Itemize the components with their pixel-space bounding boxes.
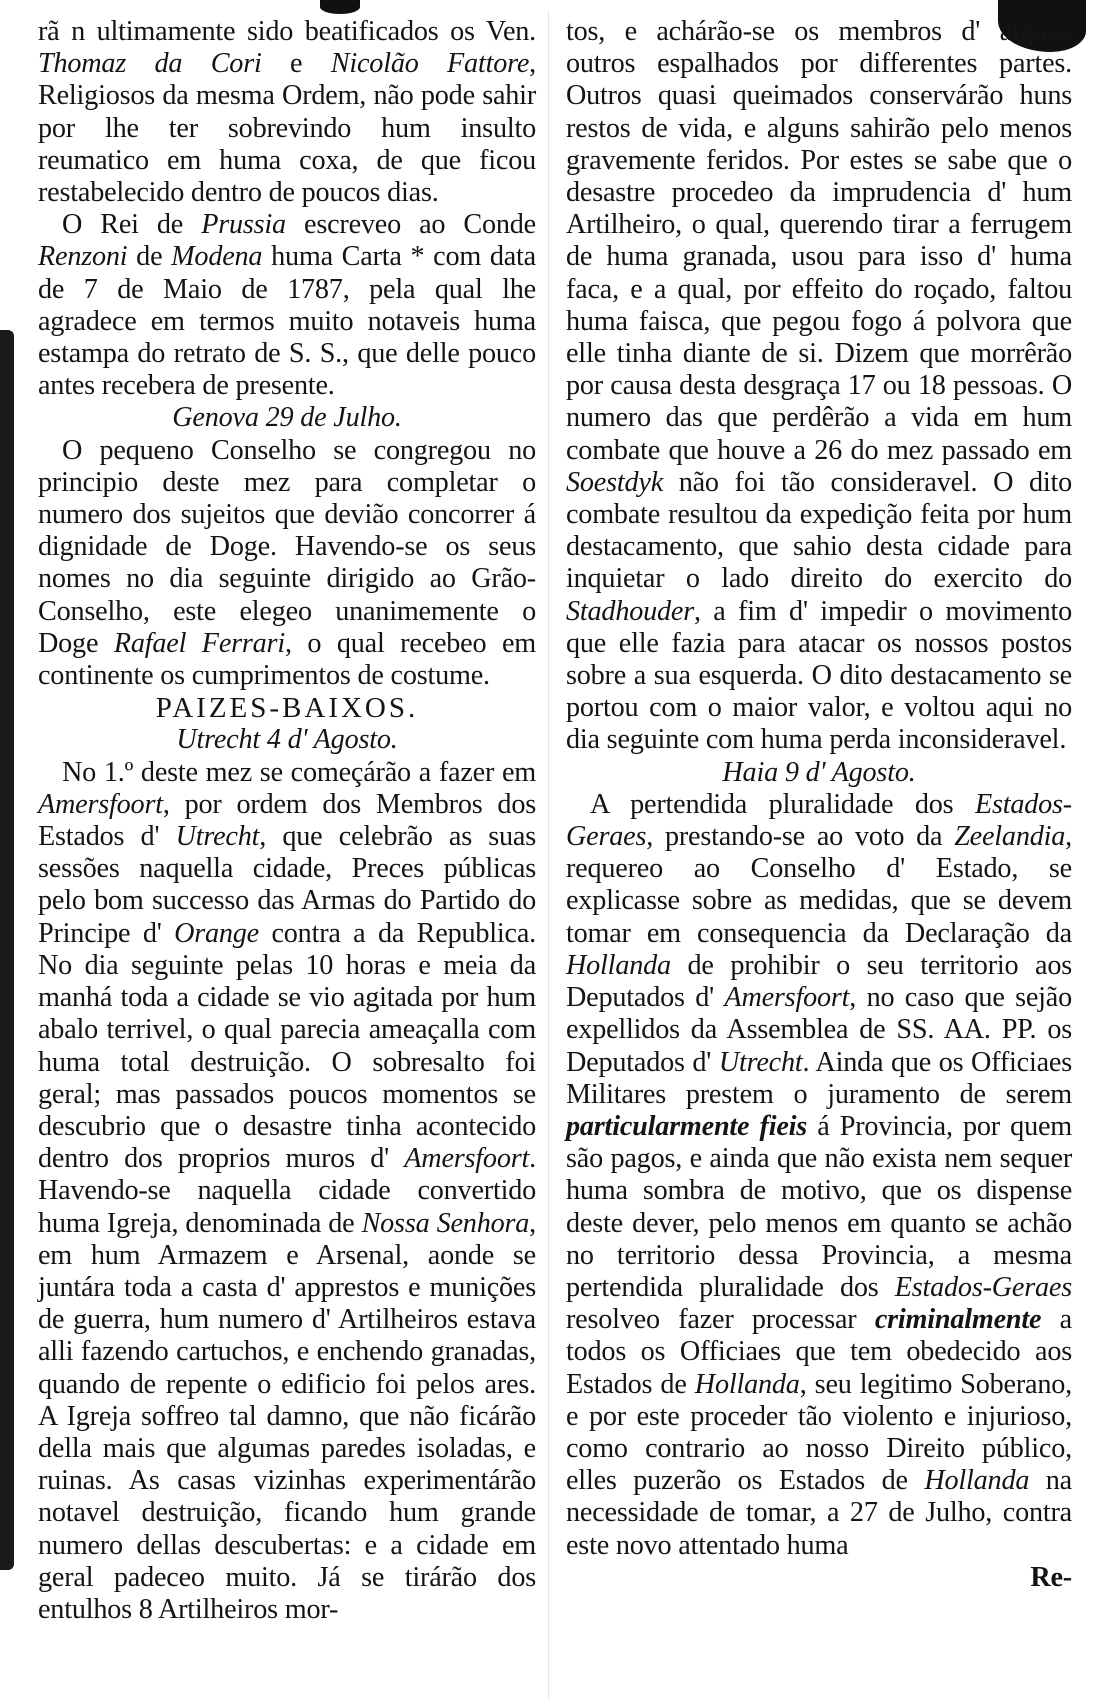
text-run: , em hum Armazem e Arsenal, aonde se juntára toda a casta d' apprestos e munições de guerra, hum numero d' Artilheiros estava alli fazendo cartuchos, e enchendo granadas, quando de repente o edificio foi pelos ares. A Igreja soffreo tal damno, que não ficárão della mais que algumas paredes isoladas, e ruinas. As casas vizinhas experimentárão notavel destruição, ficando hum grande numero dellas descubertas: e a cidade em geral padeceo muito. Já se tirárão dos entulhos 8 Artilheiros mor- bbox=[38, 1207, 536, 1625]
section-heading: PAIZES-BAIXOS. bbox=[155, 692, 419, 725]
italic-name: Amersfoort bbox=[404, 1143, 530, 1175]
text-run: , a fim d' impedir o movimento que elle fazia para atacar os nossos postos sobre a sua esquerda. O dito destacamento se portou com o maior valor, e voltou aqui no dia seguinte com huma perda inconsideravel. bbox=[566, 595, 1072, 756]
text-run: huma Carta * com data de 7 de Maio de 1787, pela qual lhe agradece em termos muito notaveis huma estampa do retrato de S. S., que delle pouco antes recebera de presente. bbox=[38, 241, 536, 402]
text-run: , no caso que sejão expellidos da Assemblea de SS. AA. PP. os Deputados d' bbox=[566, 982, 1072, 1078]
text-run: rã n ultimamente sido beatificados os Ven. bbox=[38, 16, 536, 47]
left-column bbox=[38, 16, 536, 1626]
text-run: , requereo ao Conselho d' Estado, se explicasse sobre as medidas, que se devem tomar em consequencia da Declaração da bbox=[566, 821, 1072, 949]
italic-name: Estados-Geraes bbox=[566, 788, 1072, 853]
italic-name: Estados-Geraes bbox=[894, 1271, 1072, 1303]
right-column bbox=[566, 16, 1072, 1594]
italic-name: Amersfoort bbox=[724, 982, 850, 1014]
text-run: de prohibir o seu territorio aos Deputados d' bbox=[566, 949, 1072, 1014]
text-run: , que celebrão as suas sessões naquella cidade, Preces públicas pelo bom successo das Armas do Partido do Principe d' bbox=[38, 821, 536, 949]
italic-name: Orange bbox=[174, 917, 259, 949]
italic-name: Nicolão Fattore bbox=[330, 48, 530, 80]
italic-name: Rafael Ferrari bbox=[113, 627, 285, 659]
italic-name: Prussia bbox=[201, 209, 286, 241]
text-run: , por ordem dos Membros dos Estados d' bbox=[38, 788, 536, 853]
italic-name: Renzoni bbox=[38, 241, 128, 273]
ink-blot bbox=[320, 0, 360, 14]
italic-name: Thomaz da Cori bbox=[38, 48, 262, 80]
text-run: , prestando-se ao voto da bbox=[646, 821, 955, 853]
text-run: , Religiosos da mesma Ordem, não pode sahir por lhe ter sobrevindo hum insulto reumatico em huma coxa, de que ficou restabelecido dentro de poucos dias. bbox=[38, 48, 536, 209]
italic-name: Modena bbox=[171, 241, 263, 273]
italic-name: Nossa Senhora bbox=[361, 1207, 530, 1239]
catchword: Re- bbox=[1030, 1561, 1072, 1593]
italic-name: Zeelandia bbox=[954, 821, 1066, 853]
text-run: a todos os Officiaes que tem obedecido aos Estados de bbox=[566, 1304, 1072, 1400]
text-run: na necessidade de tomar, a 27 de Julho, contra este novo attentado huma bbox=[566, 1465, 1072, 1561]
text-run: á Provincia, por quem são pagos, e ainda que não exista nem sequer huma sombra de motivo, que os dispense deste dever, pelo menos em quanto se achão no territorio dessa Provincia, a mesma pertendida pluralidade dos bbox=[566, 1110, 1073, 1303]
text-run: , seu legitimo Soberano, e por este proceder tão violento e injurioso, como contrario ao nosso Direito público, elles puzerão os Estados de bbox=[566, 1368, 1073, 1497]
article-paragraph bbox=[38, 435, 536, 693]
italic-name: Hollanda bbox=[566, 949, 671, 981]
italic-name: Hollanda bbox=[694, 1368, 800, 1400]
emphasis-text: particularmente fieis bbox=[566, 1110, 808, 1142]
article-paragraph bbox=[566, 16, 1072, 757]
text-run: escreveo ao Conde bbox=[285, 209, 536, 241]
dateline: Genova 29 de Julho. bbox=[172, 402, 402, 434]
text-run: resolveo fazer processar bbox=[566, 1304, 875, 1336]
text-run: , o qual recebeo em continente os cumprimentos de costume. bbox=[38, 627, 536, 692]
text-run: . Ainda que os Officiaes Militares prestem o juramento de serem bbox=[566, 1046, 1072, 1110]
article-paragraph bbox=[38, 16, 536, 209]
italic-name: Hollanda bbox=[924, 1465, 1030, 1497]
scan-edge-shadow bbox=[0, 330, 14, 1570]
text-run: contra a da Republica. No dia seguinte pelas 10 horas e meia da manhá toda a cidade se vio agitada por hum abalo terrivel, o qual parecia ameaçalla com huma total destruição. O sobresalto foi geral; mas passados poucos momentos se descubrio que o desastre tinha acontecido dentro dos proprios muros d' bbox=[38, 917, 536, 1175]
italic-name: Stadhouder bbox=[566, 595, 694, 627]
italic-name: Soestdyk bbox=[566, 466, 664, 498]
italic-name: Utrecht bbox=[175, 821, 260, 853]
italic-name: Amersfoort bbox=[38, 788, 163, 820]
italic-name: Utrecht bbox=[718, 1046, 803, 1078]
text-run: e bbox=[261, 48, 331, 80]
article-paragraph bbox=[38, 209, 536, 402]
text-run: No 1.º deste mez se começárão a fazer em bbox=[62, 756, 536, 788]
column-gutter bbox=[548, 10, 549, 1700]
text-run: O pequeno Conselho se congregou no principio deste mez para completar o numero dos sujeitos que devião concorrer á dignidade de Doge. Havendo-se os seus nomes no dia seguinte dirigido ao Grão-Conselho, este elegeo unanimemente o Doge bbox=[38, 434, 536, 659]
text-run: A pertendida pluralidade dos bbox=[590, 788, 975, 820]
article-paragraph bbox=[566, 789, 1072, 1562]
dateline: Utrecht 4 d' Agosto. bbox=[176, 724, 398, 756]
dateline: Haia 9 d' Agosto. bbox=[722, 756, 916, 788]
text-run: de bbox=[127, 241, 172, 273]
emphasis-text: criminalmente bbox=[874, 1304, 1042, 1336]
text-run: não foi tão consideravel. O dito combate resultou da expedição feita por hum destacamento, que sahio desta cidade para inquietar o lado direito do exercito do bbox=[566, 466, 1072, 595]
text-run: O Rei de bbox=[62, 209, 202, 241]
article-paragraph bbox=[38, 757, 536, 1626]
text-run: tos, e achárão-se os membros d' alguns outros espalhados por differentes partes. Outros quasi queimados conservárão huns restos de vida, e alguns sahirão pelo menos gravemente feridos. Por estes se sabe que o desastre procedeo da imprudencia d' hum Artilheiro, o qual, querendo tirar a ferrugem de huma granada, usou para isso d' huma faca, e a qual, por effeito do roçado, faltou huma faisca, que pegou fogo á polvora que elle tinha diante de si. Dizem que morrêrão por causa desta desgraça 17 ou 18 pessoas. O numero das que perdêrão a vida em hum combate que houve a 26 do mez passado em bbox=[566, 16, 1072, 466]
text-run: . Havendo-se naquella cidade convertido huma Igreja, denominada de bbox=[38, 1143, 536, 1239]
